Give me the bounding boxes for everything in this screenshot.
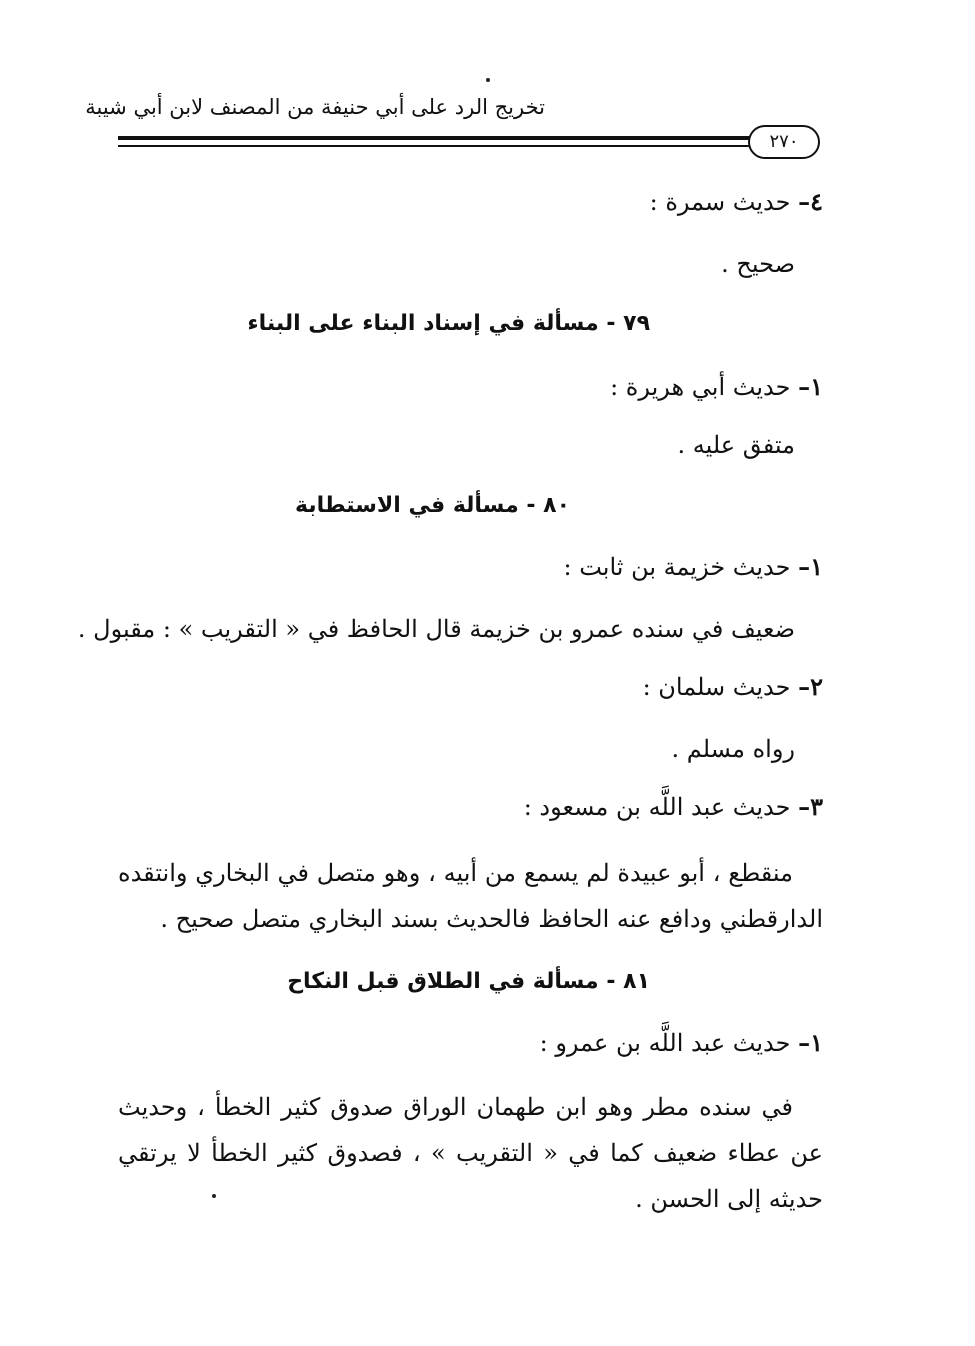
- item-text: حديث خزيمة بن ثابت :: [563, 553, 791, 581]
- header-rule-thick: [118, 136, 754, 140]
- verdict-line: صحيح .: [721, 250, 795, 278]
- item-text: حديث سمرة :: [649, 188, 791, 216]
- item-number: ١–: [798, 1028, 823, 1057]
- item-line: [650, 183, 823, 221]
- commentary-paragraph: في سنده مطر وهو ابن طهمان الوراق صدوق كثير الخطأ ، وحديث عن عطاء ضعيف كما في « التقريب » ، فصدوق كثير الخطأ لا يرتقي حديثه إلى الحسن .: [118, 1093, 823, 1213]
- item-text: حديث سلمان :: [642, 673, 791, 701]
- item-line: [643, 668, 823, 706]
- item-number: ٣–: [798, 792, 823, 821]
- page-number-badge: ٢٧٠: [748, 125, 820, 159]
- item-text: حديث عبد اللَّه بن مسعود :: [523, 793, 791, 821]
- item-text: حديث أبي هريرة :: [610, 373, 791, 401]
- header-rule-thin: [118, 145, 754, 147]
- verdict-line: متفق عليه .: [677, 431, 795, 459]
- item-line: [564, 548, 824, 586]
- item-line: [524, 788, 823, 826]
- item-number: ١–: [798, 552, 823, 581]
- section-heading-81: ٨١ - مسألة في الطلاق قبل النكاح: [287, 969, 650, 994]
- verdict-line: رواه مسلم .: [671, 735, 795, 763]
- speck-mark: [212, 1194, 216, 1198]
- section-heading-80: ٨٠ - مسألة في الاستطابة: [295, 493, 570, 518]
- item-line: [610, 368, 823, 406]
- verdict-line: ضعيف في سنده عمرو بن خزيمة قال الحافظ في « التقريب » : مقبول .: [77, 615, 795, 643]
- item-number: ١–: [798, 372, 823, 401]
- item-number: ٤–: [798, 187, 823, 216]
- commentary-paragraph: منقطع ، أبو عبيدة لم يسمع من أبيه ، وهو متصل في البخاري وانتقده الدارقطني ودافع عنه الحافظ فالحديث بسند البخاري متصل صحيح .: [118, 859, 823, 933]
- section-heading-79: ٧٩ - مسألة في إسناد البناء على البناء: [247, 311, 650, 336]
- speck-mark: [486, 78, 490, 82]
- item-text: حديث عبد اللَّه بن عمرو :: [539, 1029, 791, 1057]
- item-line: [540, 1024, 823, 1062]
- running-header-title: تخريج الرد على أبي حنيفة من المصنف لابن أبي شيبة: [85, 95, 545, 119]
- item-number: ٢–: [798, 672, 823, 701]
